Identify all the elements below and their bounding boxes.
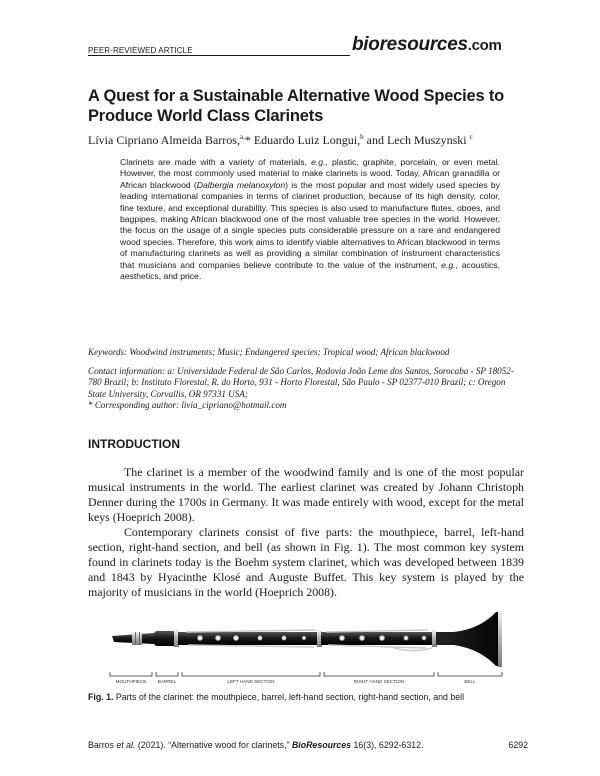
- page-number: 6292: [508, 740, 528, 750]
- figure-caption: [88, 692, 528, 702]
- contact-information: [88, 366, 524, 411]
- footer-journal: BioResources: [291, 740, 352, 750]
- abstract-eg: e.g.: [311, 157, 326, 167]
- paragraph-1: The clarinet is a member of the woodwind family and is one of the most popular musical instruments in the world. The earliest clarinet was created by Johann Christoph Denner during the 1700s in Germany. It was made entirely with wood, except for the metal keys (Hoeprich 2008).: [88, 465, 524, 524]
- barrel: [154, 630, 179, 647]
- species-name: Dalbergia melanoxylon: [196, 179, 286, 190]
- clarinet-illustration: [88, 608, 524, 688]
- abstract-text: , plastic, graphite, porcelain, or even metal. However, the most commonly used material to make clarinets is wood. Today, African granadilla or African blackwood (: [120, 157, 501, 190]
- section-brackets: [110, 672, 502, 676]
- section-label: PEER-REVIEWED ARTICLE: [88, 46, 193, 55]
- abstract-eg: e.g.: [441, 259, 456, 270]
- label-barrel: BARREL: [157, 679, 177, 684]
- abstract-text: Clarinets are made with a variety of materials,: [120, 157, 312, 167]
- section-heading: INTRODUCTION: [88, 437, 180, 451]
- author-2: Eduardo Luiz Longui,: [250, 133, 361, 147]
- caption-text: Parts of the clarinet: the mouthpiece, barrel, left-hand section, right-hand section, and bell: [113, 692, 465, 702]
- label-left-hand-section: LEFT HAND SECTION: [227, 679, 275, 684]
- mouthpiece: [112, 632, 154, 645]
- affiliations: Contact information: a: Universidade Federal de São Carlos, Rodovia João Leme dos Santos, Sorocaba - SP 18052-780 Brazil; b: Instituto Florestal, R. do Horto, 931 - Horto Florestal, São Paulo - SP 02377-010 Brazil; c: Oregon State University, Corvallis, OR 97331 USA;: [88, 366, 514, 399]
- abstract-text: ) is the most popular and most widely used species by leading international companies in terms of clarinet production, because of its high density, color, fine texture, and exceptional durability. This species is also used to manufacture flutes, oboes, and bagpipes, making African blackwood one of the most valuable tree species in the world. However, the focus on the usage of a single species puts considerable pressure on a rare and endangered wood species. Therefore, this work aims to identify viable alternatives to African blackwood in terms of manufacturing clarinets as well as providing a similar combination of instrument characteristics that musicians and companies believe contribute to the value of the instrument,: [120, 179, 500, 270]
- label-right-hand-section: RIGHT HAND SECTION: [353, 679, 405, 684]
- author-3: and Lech Muszynski: [363, 133, 470, 147]
- brand-name: bioresources: [352, 34, 468, 55]
- author-1: Lívia Cipriano Almeida Barros,: [88, 133, 240, 147]
- corresponding-mark: *: [244, 133, 251, 147]
- label-bell: BELL: [464, 679, 476, 684]
- header-rule: [88, 55, 350, 56]
- author-2-affiliation: b: [360, 133, 364, 141]
- bell: [436, 611, 502, 667]
- right-hand-section: [321, 630, 437, 647]
- corresponding-author: * Corresponding author: livia_cipriano@hotmail.com: [88, 399, 287, 410]
- abstract: [120, 157, 500, 282]
- author-1-affiliation: a,: [239, 133, 245, 141]
- keywords: Keywords: Woodwind instruments; Music; Endangered species; Tropical wood; African blackwood: [88, 347, 450, 357]
- author-line: [88, 133, 528, 148]
- journal-logo[interactable]: [352, 34, 502, 56]
- clarinet-figure: [88, 608, 524, 688]
- article-title: A Quest for a Sustainable Alternative Wood Species to Produce World Class Clarinets: [88, 87, 505, 125]
- author-3-affiliation: c: [469, 133, 473, 141]
- footer-etal: et al.: [116, 740, 136, 750]
- footer-authors: Barros: [88, 740, 117, 750]
- footer-citation: (2021). “Alternative wood for clarinets,”: [135, 740, 292, 750]
- paragraph-2: Contemporary clarinets consist of five parts: the mouthpiece, barrel, left-hand section, right-hand section, and bell (as shown in Fig. 1). The most common key system found in clarinets today is the Boehm system clarinet, which was developed between 1839 and 1843 by Hyacinthe Klosé and Auguste Buffet. This key system is played by the majority of musicians in the world (Hoeprich 2008).: [88, 525, 524, 599]
- footer-volume: 16(3), 6292-6312.: [351, 740, 424, 750]
- brand-tld: .com: [467, 37, 502, 54]
- abstract-text: , acoustics, aesthetics, and price.: [120, 259, 500, 282]
- page-footer: [88, 740, 528, 750]
- caption-label: Fig. 1.: [88, 692, 114, 702]
- label-mouthpiece: MOUTHPIECE: [115, 679, 147, 684]
